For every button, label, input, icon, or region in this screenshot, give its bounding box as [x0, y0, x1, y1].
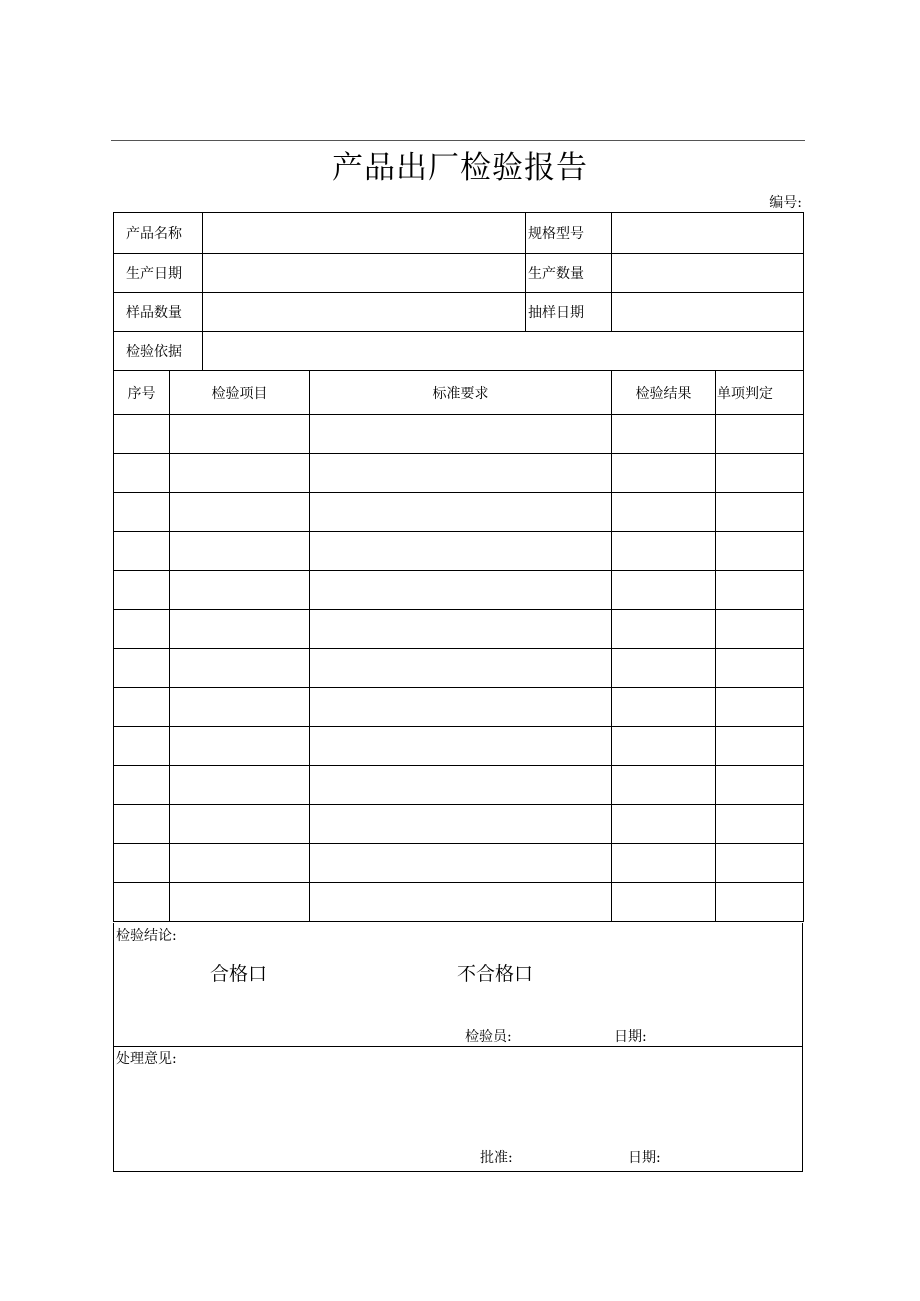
spec-model-label: 规格型号 [526, 213, 612, 254]
product-info-table [113, 212, 804, 371]
opinion-label: 处理意见: [116, 1051, 177, 1067]
sample-quantity-field[interactable] [203, 293, 526, 332]
inspection-basis-label: 检验依据 [114, 332, 203, 371]
result-cell[interactable] [612, 688, 716, 727]
result-cell[interactable] [612, 454, 716, 493]
judgement-cell[interactable] [716, 727, 804, 766]
seq-cell[interactable] [114, 532, 170, 571]
judgement-cell[interactable] [716, 532, 804, 571]
info-row [114, 254, 804, 293]
seq-cell[interactable] [114, 454, 170, 493]
item-row [114, 454, 804, 493]
item-cell[interactable] [170, 415, 310, 454]
item-rows [114, 415, 804, 922]
sampling-date-field[interactable] [612, 293, 804, 332]
top-rule [111, 140, 805, 141]
judgement-header: 单项判定 [716, 371, 804, 415]
judgement-cell[interactable] [716, 766, 804, 805]
standard-cell[interactable] [310, 415, 612, 454]
standard-cell[interactable] [310, 766, 612, 805]
item-row [114, 805, 804, 844]
conclusion-label: 检验结论: [116, 928, 177, 944]
judgement-cell[interactable] [716, 883, 804, 922]
item-cell[interactable] [170, 610, 310, 649]
item-cell[interactable] [170, 532, 310, 571]
seq-cell[interactable] [114, 727, 170, 766]
result-cell[interactable] [612, 844, 716, 883]
standard-cell[interactable] [310, 493, 612, 532]
result-cell[interactable] [612, 766, 716, 805]
judgement-cell[interactable] [716, 415, 804, 454]
item-cell[interactable] [170, 805, 310, 844]
inspector-label: 检验员: [465, 1029, 512, 1045]
info-row [114, 332, 804, 371]
result-cell[interactable] [612, 727, 716, 766]
fail-option[interactable]: 不合格口 [457, 963, 534, 985]
production-date-label: 生产日期 [114, 254, 203, 293]
seq-cell[interactable] [114, 883, 170, 922]
opinion-box [113, 1046, 803, 1172]
judgement-cell[interactable] [716, 493, 804, 532]
judgement-cell[interactable] [716, 610, 804, 649]
approve-label: 批准: [480, 1150, 513, 1166]
spec-model-field[interactable] [612, 213, 804, 254]
standard-cell[interactable] [310, 649, 612, 688]
item-cell[interactable] [170, 844, 310, 883]
result-cell[interactable] [612, 532, 716, 571]
standard-cell[interactable] [310, 883, 612, 922]
result-cell[interactable] [612, 610, 716, 649]
seq-cell[interactable] [114, 649, 170, 688]
opinion-date-label: 日期: [628, 1150, 661, 1166]
item-cell[interactable] [170, 688, 310, 727]
result-header: 检验结果 [612, 371, 716, 415]
production-quantity-label: 生产数量 [526, 254, 612, 293]
item-row [114, 727, 804, 766]
standard-cell[interactable] [310, 844, 612, 883]
info-row [114, 213, 804, 254]
inspection-items-table [113, 370, 804, 922]
item-cell[interactable] [170, 766, 310, 805]
item-row [114, 688, 804, 727]
page-title: 产品出厂检验报告 [332, 150, 588, 186]
doc-number-label: 编号: [769, 195, 802, 211]
judgement-cell[interactable] [716, 688, 804, 727]
seq-header: 序号 [114, 371, 170, 415]
result-cell[interactable] [612, 883, 716, 922]
result-cell[interactable] [612, 415, 716, 454]
item-row [114, 844, 804, 883]
result-cell[interactable] [612, 493, 716, 532]
seq-cell[interactable] [114, 844, 170, 883]
result-cell[interactable] [612, 571, 716, 610]
result-cell[interactable] [612, 649, 716, 688]
production-quantity-field[interactable] [612, 254, 804, 293]
standard-header: 标准要求 [310, 371, 612, 415]
standard-cell[interactable] [310, 688, 612, 727]
item-cell[interactable] [170, 883, 310, 922]
standard-cell[interactable] [310, 532, 612, 571]
seq-cell[interactable] [114, 415, 170, 454]
standard-cell[interactable] [310, 805, 612, 844]
item-row [114, 883, 804, 922]
seq-cell[interactable] [114, 805, 170, 844]
product-name-field[interactable] [203, 213, 526, 254]
items-header-row [114, 371, 804, 415]
seq-cell[interactable] [114, 493, 170, 532]
item-cell[interactable] [170, 571, 310, 610]
conclusion-box [113, 923, 803, 1047]
item-header: 检验项目 [170, 371, 310, 415]
standard-cell[interactable] [310, 610, 612, 649]
item-cell[interactable] [170, 727, 310, 766]
seq-cell[interactable] [114, 571, 170, 610]
production-date-field[interactable] [203, 254, 526, 293]
sampling-date-label: 抽样日期 [526, 293, 612, 332]
product-name-label: 产品名称 [114, 213, 203, 254]
sample-quantity-label: 样品数量 [114, 293, 203, 332]
item-cell[interactable] [170, 649, 310, 688]
item-row [114, 493, 804, 532]
item-row [114, 532, 804, 571]
standard-cell[interactable] [310, 454, 612, 493]
item-cell[interactable] [170, 454, 310, 493]
item-row [114, 766, 804, 805]
item-row [114, 649, 804, 688]
judgement-cell[interactable] [716, 805, 804, 844]
pass-option[interactable]: 合格口 [210, 963, 268, 985]
item-row [114, 571, 804, 610]
inspection-basis-field[interactable] [203, 332, 804, 371]
info-row [114, 293, 804, 332]
standard-cell[interactable] [310, 571, 612, 610]
seq-cell[interactable] [114, 610, 170, 649]
item-cell[interactable] [170, 493, 310, 532]
seq-cell[interactable] [114, 766, 170, 805]
item-row [114, 610, 804, 649]
conclusion-date-label: 日期: [614, 1029, 647, 1045]
result-cell[interactable] [612, 805, 716, 844]
seq-cell[interactable] [114, 688, 170, 727]
judgement-cell[interactable] [716, 571, 804, 610]
judgement-cell[interactable] [716, 649, 804, 688]
item-row [114, 415, 804, 454]
standard-cell[interactable] [310, 727, 612, 766]
judgement-cell[interactable] [716, 844, 804, 883]
judgement-cell[interactable] [716, 454, 804, 493]
